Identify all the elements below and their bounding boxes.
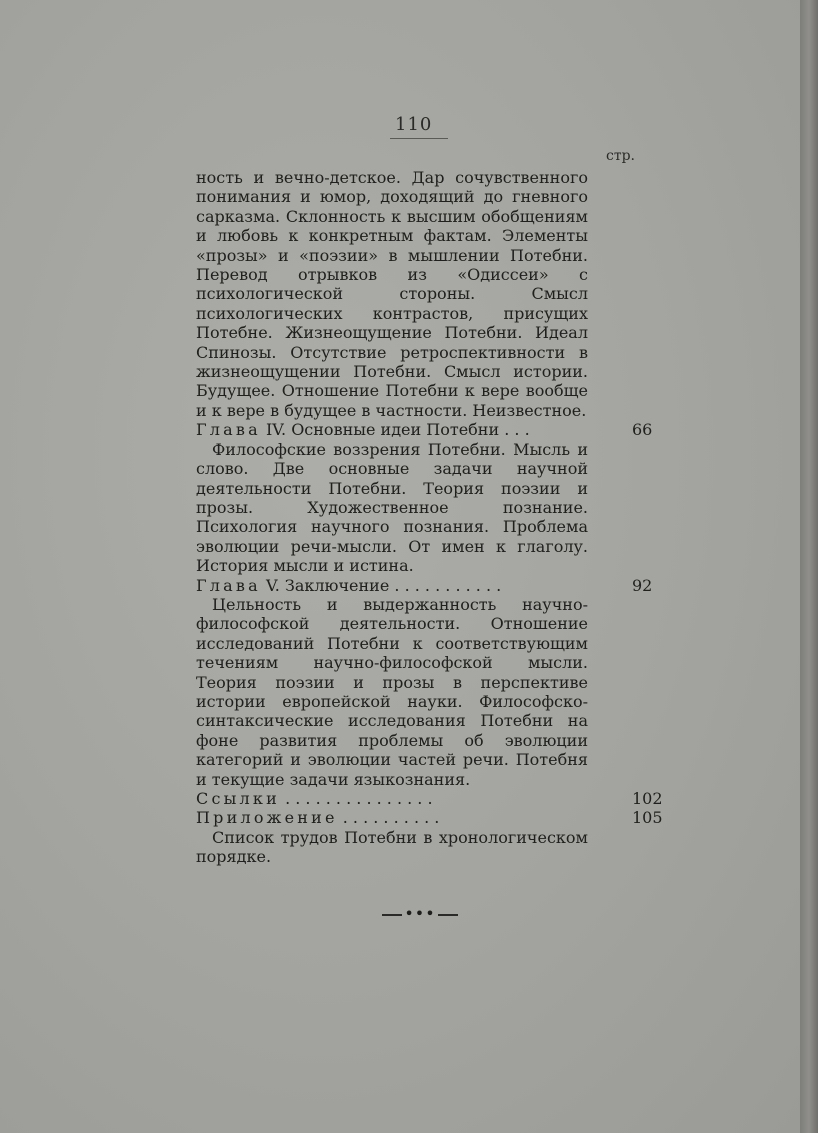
ornament-bar-right	[438, 914, 458, 916]
page-column-heading: стр.	[606, 148, 635, 164]
toc-entry-title: IV. Основные идеи Потебни	[265, 420, 500, 440]
toc-entry-label-word: Глава	[196, 575, 261, 595]
chapter-v-summary: Цельность и выдержанность научно-философской деятельности. Отношение исследований Потебни к соответствующим течениям научно-философской мысли. Теория поэзии и прозы в перспективе истории европейской науки. Философско-синтаксические исследования Потебни на фоне развития проблемы об эволюции категорий и эволюции частей речи. Потебня и текущие задачи языкознания.	[196, 594, 588, 789]
toc-entry-leader: . . . . . . . . . . .	[394, 575, 502, 595]
toc-entry-title: V. Заключение	[265, 575, 390, 595]
toc-entry-chapter-v[interactable]	[196, 575, 653, 595]
toc-entry-references[interactable]	[196, 789, 663, 808]
ornament-dots: •••	[404, 904, 436, 923]
appendix-summary: Список трудов Потебни в хронологическом порядке.	[196, 827, 588, 867]
toc-entry-page: 66	[632, 420, 653, 440]
toc-entry-label-word: Ссылки	[196, 789, 280, 808]
ornament-bar-left	[382, 914, 402, 916]
page-number-rule	[390, 138, 448, 139]
toc-entry-leader: . . .	[504, 420, 530, 440]
toc-entry-page: 102	[632, 789, 663, 808]
page-number: 110	[395, 114, 433, 135]
toc-entry-label-word: Приложение	[196, 808, 338, 828]
chapter-iii-summary: ность и вечно-детское. Дар сочувственного понимания и юмор, доходящий до гневного сарказма. Склонность к высшим обобщениям и любовь к конкретным фактам. Элементы «прозы» и «поэзии» в мышлении Потебни. Перевод отрывков из «Одиссеи» с психологической стороны. Смысл психологических контрастов, присущих Потебне. Жизнеощущение Потебни. Идеал Спинозы. Отсутствие ретроспективности в жизнеощущении Потебни. Смысл истории. Будущее. Отношение Потебни к вере вообще и к вере в будущее в частности. Неизвестное.	[196, 168, 588, 420]
toc-entry-appendix[interactable]	[196, 808, 663, 828]
page-edge	[800, 0, 818, 1133]
toc-entry-leader: . . . . . . . . . .	[342, 808, 440, 828]
table-of-contents	[196, 168, 663, 867]
toc-entry-chapter-iv[interactable]	[196, 420, 653, 440]
toc-entry-page: 92	[632, 575, 653, 595]
chapter-iv-summary: Философские воззрения Потебни. Мысль и слово. Две основные задачи научной деятельности Потебни. Теория поэзии и прозы. Художественное познание. Психология научного познания. Проблема эволюции речи-мысли. От имен к глаголу. История мысли и истина.	[196, 439, 588, 576]
toc-entry-page: 105	[632, 808, 663, 828]
toc-entry-label-word: Глава	[196, 420, 261, 440]
end-ornament	[380, 904, 460, 924]
toc-entry-leader: . . . . . . . . . . . . . . .	[285, 789, 433, 808]
